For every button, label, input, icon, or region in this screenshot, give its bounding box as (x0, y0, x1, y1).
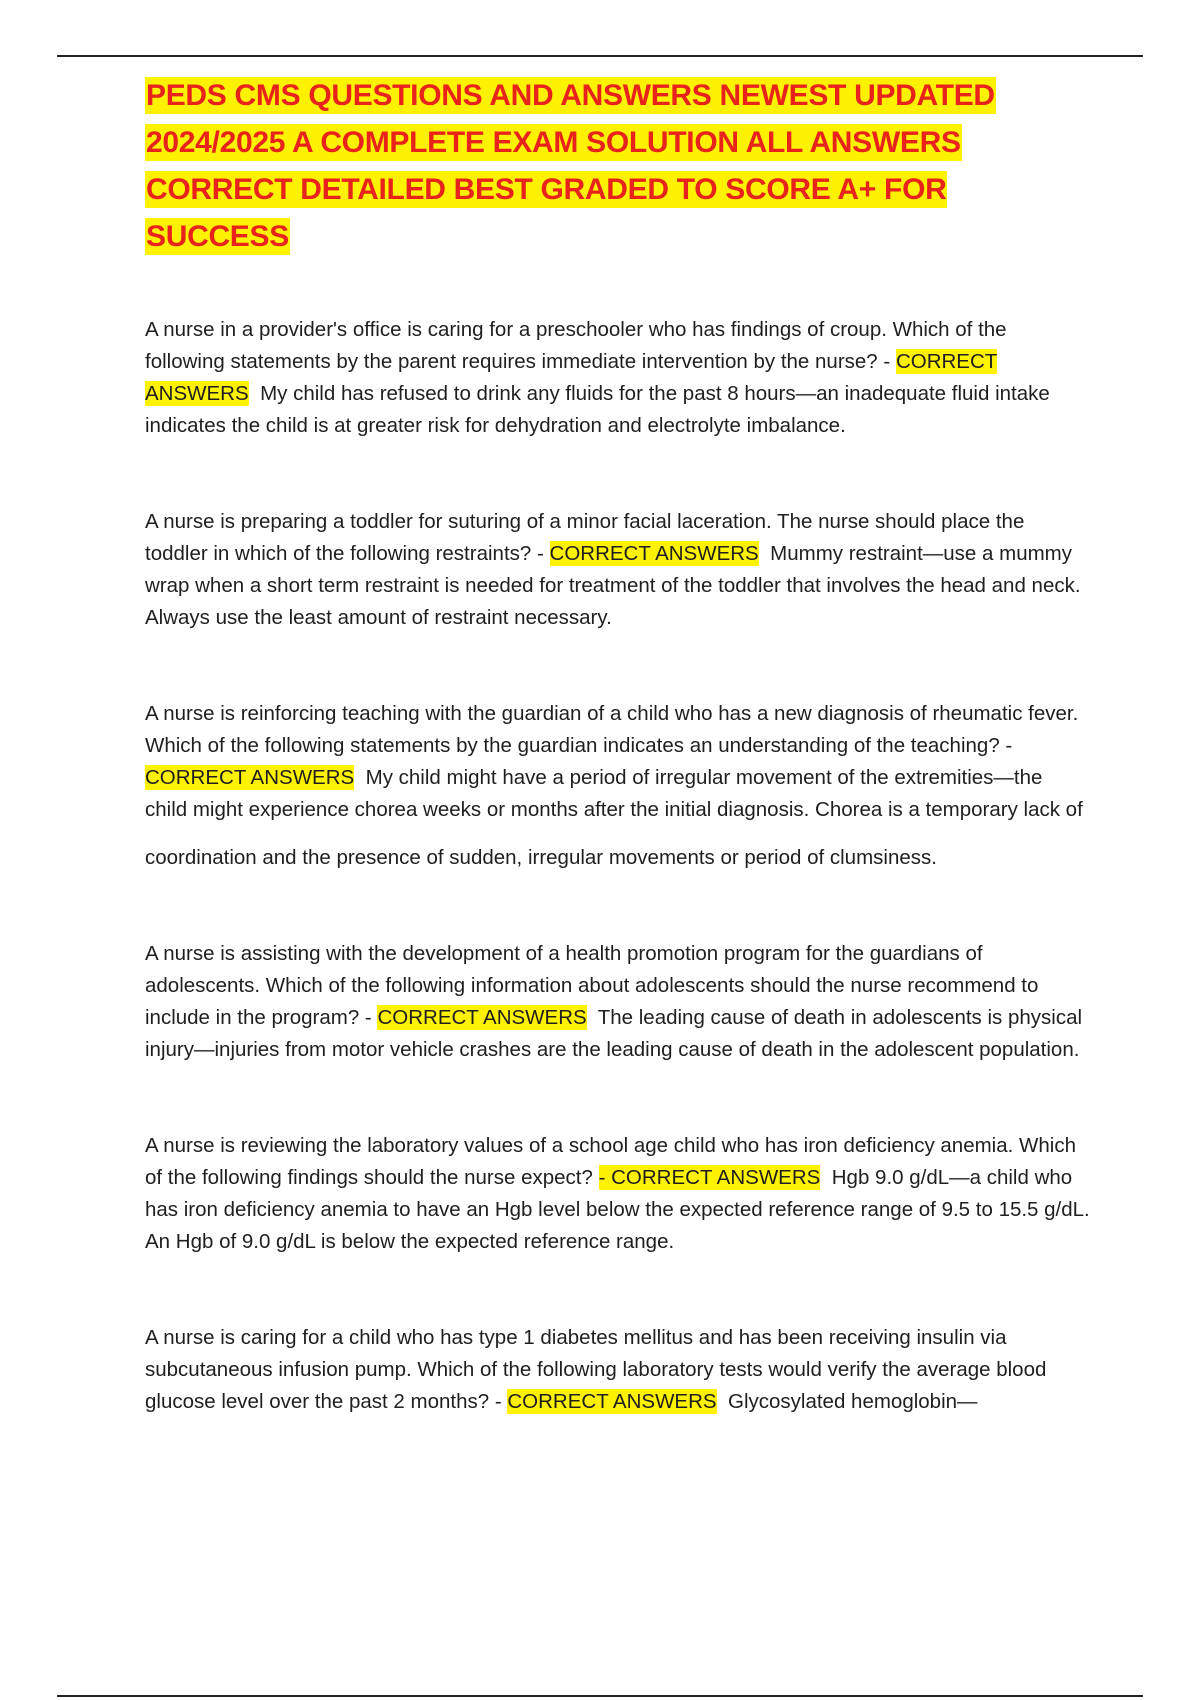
qa-item-3-continuation (145, 842, 1090, 874)
correct-answers-marker (599, 1165, 821, 1190)
correct-answers-marker: CORRECT ANSWERS (377, 1006, 587, 1029)
correct-answers-marker: CORRECT ANSWERS (145, 766, 355, 789)
qa-item-3 (145, 698, 1090, 826)
marker-prefix: - (598, 1166, 612, 1189)
correct-answers-marker: CORRECT ANSWERS (549, 542, 759, 565)
top-rule (57, 55, 1143, 57)
qa-item-2 (145, 506, 1090, 634)
answer-text: Glycosylated hemoglobin— (728, 1390, 978, 1413)
answer-text: My child might have a period of irregular movement of the extremities—the child might experience chorea weeks or months after the initial diagnosis. Chorea is a temporary lack of (145, 766, 1083, 821)
marker-label: CORRECT ANSWERS (611, 1166, 821, 1189)
qa-item-4 (145, 938, 1090, 1066)
question-text: A nurse is reinforcing teaching with the guardian of a child who has a new diagnosis of rheumatic fever. Which of the following statements by the guardian indicates an understanding of the teaching? - (145, 702, 1079, 757)
question-text: A nurse is reviewing the laboratory values of a school age child who has iron deficiency anemia. Which of the following findings should the nurse expect? (145, 1134, 1076, 1189)
qa-item-1 (145, 314, 1090, 442)
qa-item-5 (145, 1130, 1090, 1258)
answer-text: Mummy restraint—use a mummy wrap when a short term restraint is needed for treatment of the toddler that involves the head and neck. Always use the least amount of restraint necessary. (145, 542, 1081, 629)
answer-text: The leading cause of death in adolescents is physical injury—injuries from motor vehicle crashes are the leading cause of death in the adolescent population. (145, 1006, 1083, 1061)
correct-answers-marker: CORRECT ANSWERS (507, 1390, 717, 1413)
answer-continuation-text: coordination and the presence of sudden, irregular movements or period of clumsiness. (145, 846, 937, 869)
document-page (145, 72, 1090, 1418)
question-text: A nurse is preparing a toddler for suturing of a minor facial laceration. The nurse should place the toddler in which of the following restraints? - (145, 510, 1025, 565)
question-text: A nurse in a provider's office is caring for a preschooler who has findings of croup. Which of the following statements by the parent requires immediate intervention by the nurse? - (145, 318, 1007, 373)
title-highlight: PEDS CMS QUESTIONS AND ANSWERS NEWEST UPDATED 2024/2025 A COMPLETE EXAM SOLUTION ALL ANSWERS CORRECT DETAILED BEST GRADED TO SCORE A+ FOR SUCCESS (146, 79, 995, 253)
answer-text: My child has refused to drink any fluids for the past 8 hours—an inadequate fluid intake indicates the child is at greater risk for dehydration and electrolyte imbalance. (145, 382, 1050, 437)
question-text: A nurse is caring for a child who has type 1 diabetes mellitus and has been receiving insulin via subcutaneous infusion pump. Which of the following laboratory tests would verify the average blood glucose level over the past 2 months? - (145, 1326, 1047, 1413)
document-title (145, 72, 1090, 260)
qa-item-6 (145, 1322, 1090, 1418)
question-text: A nurse is assisting with the development of a health promotion program for the guardians of adolescents. Which of the following information about adolescents should the nurse recommend to include in the program? - (145, 942, 1039, 1029)
answer-text: Hgb 9.0 g/dL—a child who has iron deficiency anemia to have an Hgb level below the expected reference range of 9.5 to 15.5 g/dL. An Hgb of 9.0 g/dL is below the expected reference range. (145, 1166, 1090, 1253)
bottom-rule (57, 1695, 1143, 1697)
correct-answers-marker: CORRECT ANSWERS (145, 350, 998, 405)
